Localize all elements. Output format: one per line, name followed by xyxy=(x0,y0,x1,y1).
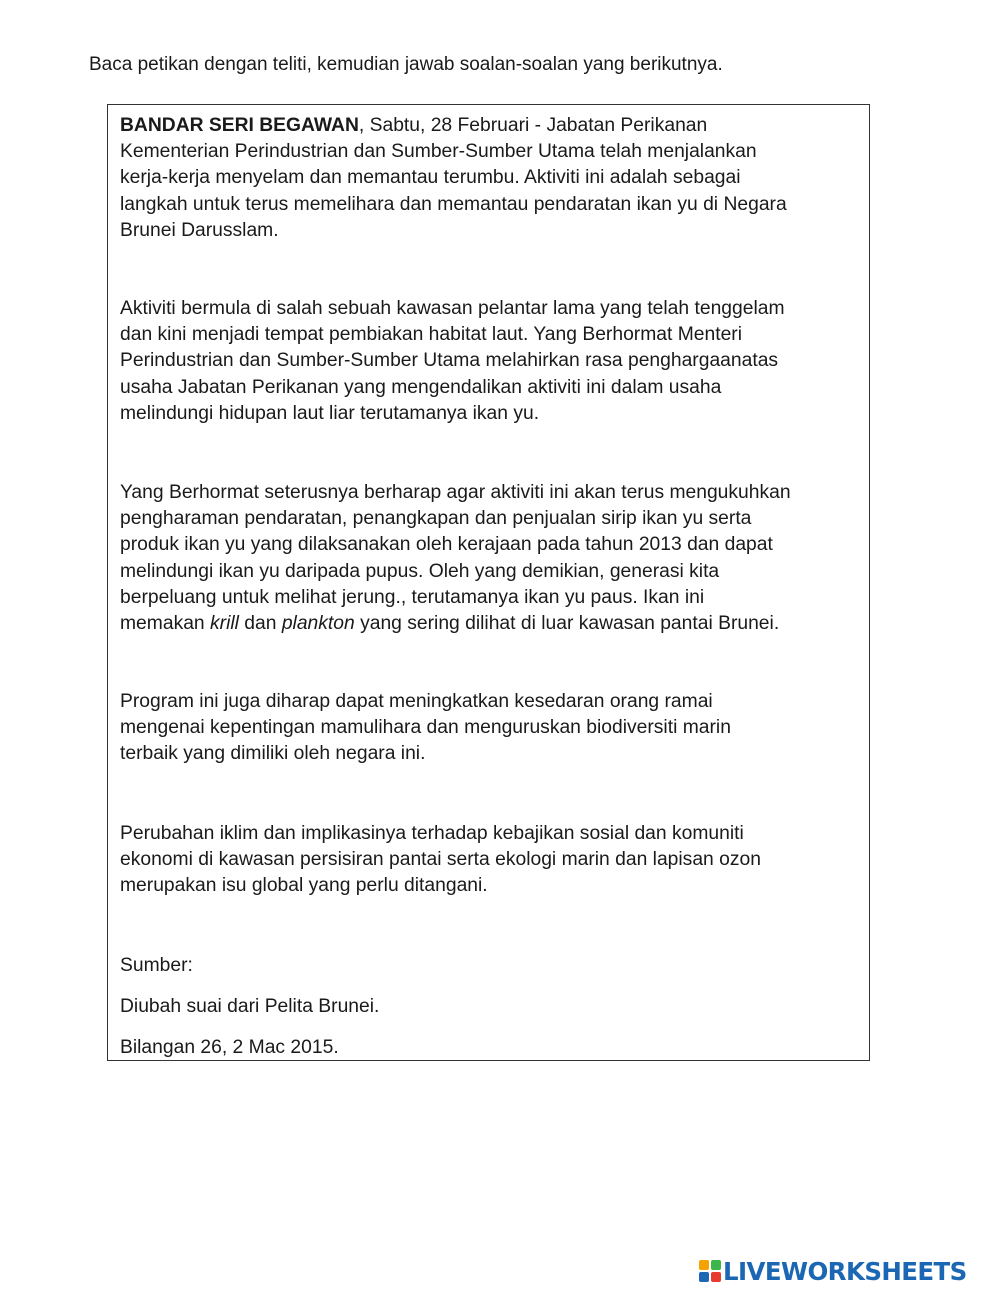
article-box xyxy=(107,104,870,1061)
dateline: BANDAR SERI BEGAWAN xyxy=(120,115,359,136)
logo-square xyxy=(711,1260,721,1270)
logo-square xyxy=(711,1272,721,1282)
paragraph-3-line: Yang Berhormat seterusnya berharap agar aktiviti ini akan terus mengukuhkan xyxy=(120,482,791,503)
paragraph-3-line: produk ikan yu yang dilaksanakan oleh kerajaan pada tahun 2013 dan dapat xyxy=(120,534,773,556)
paragraph-5-line: Perubahan iklim dan implikasinya terhadap kebajikan sosial dan komuniti xyxy=(120,823,744,844)
paragraph-5-line: merupakan isu global yang perlu ditangani. xyxy=(120,875,488,897)
logo-square xyxy=(699,1272,709,1282)
paragraph-1-line: langkah untuk terus memelihara dan memantau pendaratan ikan yu di Negara xyxy=(120,193,787,215)
paragraph-1-line: Kementerian Perindustrian dan Sumber-Sumber Utama telah menjalankan xyxy=(120,141,757,163)
last-line-prefix: memakan xyxy=(120,613,211,635)
paragraph-1-line: Brunei Darusslam. xyxy=(120,219,279,241)
paragraph-1 xyxy=(120,113,865,244)
dateline-rest: , Sabtu, 28 Februari - Jabatan Perikanan xyxy=(358,115,708,136)
watermark-text: LIVEWORKSHEETS xyxy=(723,1256,967,1286)
source-issue: Bilangan 26, 2 Mac 2015. xyxy=(120,1037,339,1058)
last-line-middle: dan xyxy=(238,613,282,635)
liveworksheets-watermark xyxy=(699,1258,967,1284)
paragraph-1-line-1 xyxy=(120,113,865,139)
paragraph-3 xyxy=(120,480,865,637)
paragraph-2-line: dan kini menjadi tempat pembiakan habitat laut. Yang Berhormat Menteri xyxy=(120,324,742,346)
paragraph-2 xyxy=(120,296,865,427)
paragraph-3-line: pengharaman pendaratan, penangkapan dan penjualan sirip ikan yu serta xyxy=(120,508,752,530)
instruction-text: Baca petikan dengan teliti, kemudian jawab soalan-soalan yang berikutnya. xyxy=(89,54,723,75)
source-label: Sumber: xyxy=(120,955,193,976)
paragraph-2-line: Aktiviti bermula di salah sebuah kawasan pelantar lama yang telah tenggelam xyxy=(120,298,785,319)
last-line-suffix: yang sering dilihat di luar kawasan pantai Brunei. xyxy=(354,613,780,635)
paragraph-3-line: melindungi ikan yu daripada pupus. Oleh yang demikian, generasi kita xyxy=(120,560,720,582)
paragraph-1-line: kerja-kerja menyelam dan memantau terumbu. Aktiviti ini adalah sebagai xyxy=(120,167,741,189)
paragraph-4-line: Program ini juga diharap dapat meningkatkan kesedaran orang ramai xyxy=(120,691,713,712)
source-adapted: Diubah suai dari Pelita Brunei. xyxy=(120,996,380,1017)
paragraph-4-line: terbaik yang dimiliki oleh negara ini. xyxy=(120,743,426,765)
paragraph-2-line: melindungi hidupan laut liar terutamanya ikan yu. xyxy=(120,402,540,424)
paragraph-3-last-line xyxy=(120,611,865,637)
paragraph-4 xyxy=(120,689,865,768)
paragraph-4-line: mengenai kepentingan mamulihara dan menguruskan biodiversiti marin xyxy=(120,717,731,739)
logo-square xyxy=(699,1260,709,1270)
italic-term-plankton: plankton xyxy=(281,613,355,635)
liveworksheets-logo-icon xyxy=(699,1260,721,1282)
paragraph-5-line: ekonomi di kawasan persisiran pantai serta ekologi marin dan lapisan ozon xyxy=(120,849,761,871)
paragraph-5 xyxy=(120,821,865,900)
paragraph-2-line: usaha Jabatan Perikanan yang mengendalikan aktiviti ini dalam usaha xyxy=(120,376,722,398)
paragraph-3-line: berpeluang untuk melihat jerung., terutamanya ikan yu paus. Ikan ini xyxy=(120,586,705,608)
paragraph-2-line: Perindustrian dan Sumber-Sumber Utama melahirkan rasa penghargaanatas xyxy=(120,350,779,372)
italic-term-krill: krill xyxy=(210,613,239,635)
